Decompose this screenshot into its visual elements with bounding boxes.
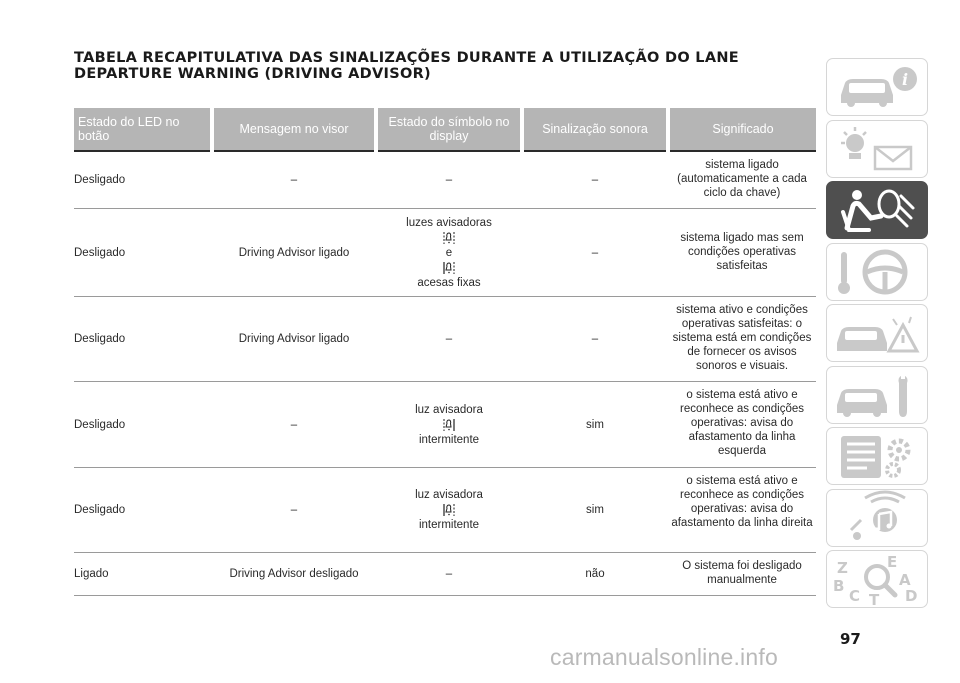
index-letter: B — [833, 577, 845, 595]
cell-meaning: sistema ligado mas sem condições operativas satisfeitas — [668, 209, 816, 297]
lane-departure-right-icon — [443, 503, 455, 517]
tab-safety[interactable] — [826, 181, 928, 239]
table-header-row — [74, 108, 816, 151]
car-crash-icon — [827, 305, 927, 361]
cell-symbol — [376, 297, 522, 382]
cell-message: – — [212, 468, 376, 553]
tab-emergency[interactable] — [826, 304, 928, 362]
cell-meaning: o sistema está ativo e reconhece as condições operativas: avisa do afastamento da linha direita — [668, 468, 816, 553]
warning-lights-icon — [827, 121, 927, 177]
cell-sound: não — [522, 553, 668, 596]
cell-led: Desligado — [74, 297, 212, 382]
table-row — [74, 382, 816, 468]
symbol-text-top: luz avisadora — [415, 403, 483, 416]
index-icon — [827, 551, 927, 607]
svg-text:i: i — [901, 70, 909, 89]
tab-car-info[interactable] — [826, 58, 928, 116]
chapter-sidebar — [826, 58, 928, 612]
airbag-seat-icon — [827, 182, 927, 238]
tab-driving[interactable] — [826, 243, 928, 301]
cell-message: – — [212, 151, 376, 209]
symbol-text-bottom: acesas fixas — [417, 276, 481, 289]
cell-symbol — [376, 209, 522, 297]
table-row — [74, 151, 816, 209]
cell-led: Ligado — [74, 553, 212, 596]
lane-departure-left-icon — [443, 231, 455, 245]
cell-led: Desligado — [74, 382, 212, 468]
symbol-text-bottom: intermitente — [418, 433, 480, 446]
page-number: 97 — [840, 630, 861, 648]
lane-departure-left-icon — [443, 418, 455, 432]
symbol-text-mid: e — [445, 246, 453, 259]
cell-sound: sim — [522, 382, 668, 468]
tab-maintenance[interactable] — [826, 366, 928, 424]
header-led-state: Estado do LED no botão — [74, 108, 212, 151]
tab-technical-data[interactable] — [826, 427, 928, 485]
table-row — [74, 468, 816, 553]
cell-message: – — [212, 382, 376, 468]
car-info-icon — [827, 59, 927, 115]
cell-symbol — [376, 151, 522, 209]
lane-departure-right-icon — [443, 261, 455, 275]
cell-sound: – — [522, 209, 668, 297]
cell-meaning: o sistema está ativo e reconhece as condições operativas: avisa do afastamento da linha esquerda — [668, 382, 816, 468]
symbol-text-top: – — [445, 568, 453, 580]
header-meaning: Significado — [668, 108, 816, 151]
index-letter: A — [899, 571, 911, 589]
cell-sound: sim — [522, 468, 668, 553]
cell-symbol — [376, 382, 522, 468]
steering-wheel-icon — [827, 244, 927, 300]
tab-warning-lights[interactable] — [826, 120, 928, 178]
cell-meaning: sistema ativo e condições operativas satisfeitas: o sistema está em condições de fornecer os avisos sonoros e visuais. — [668, 297, 816, 382]
table-row — [74, 209, 816, 297]
cell-symbol — [376, 468, 522, 553]
index-letter: D — [905, 587, 918, 605]
cell-sound: – — [522, 297, 668, 382]
symbol-text-top: luzes avisadoras — [406, 216, 492, 229]
header-sound-signal: Sinalização sonora — [522, 108, 668, 151]
tab-multimedia[interactable] — [826, 489, 928, 547]
symbol-text-top: – — [445, 333, 453, 345]
header-symbol-state: Estado do símbolo no display — [376, 108, 522, 151]
header-display-message: Mensagem no visor — [212, 108, 376, 151]
index-letter: E — [887, 553, 898, 571]
cell-meaning: O sistema foi desligado manualmente — [668, 553, 816, 596]
car-service-icon — [827, 367, 927, 423]
cell-sound: – — [522, 151, 668, 209]
cell-symbol — [376, 553, 522, 596]
watermark: carmanualsonline.info — [550, 644, 778, 670]
index-letter: T — [869, 591, 880, 607]
table-row — [74, 553, 816, 596]
cell-led: Desligado — [74, 209, 212, 297]
cell-message: Driving Advisor desligado — [212, 553, 376, 596]
symbol-text-top: luz avisadora — [415, 489, 483, 501]
cell-led: Desligado — [74, 151, 212, 209]
table-row — [74, 297, 816, 382]
multimedia-icon — [827, 490, 927, 546]
cell-led: Desligado — [74, 468, 212, 553]
cell-message: Driving Advisor ligado — [212, 209, 376, 297]
index-letter: Z — [837, 559, 848, 577]
cell-meaning: sistema ligado (automaticamente a cada ciclo da chave) — [668, 151, 816, 209]
signals-table — [74, 108, 816, 596]
symbol-text-top: – — [445, 174, 453, 186]
technical-data-icon — [827, 428, 927, 484]
cell-message: Driving Advisor ligado — [212, 297, 376, 382]
tab-index[interactable] — [826, 550, 928, 608]
index-letter: C — [849, 587, 861, 605]
symbol-text-bottom: intermitente — [418, 519, 480, 531]
page-title: TABELA RECAPITULATIVA DAS SINALIZAÇÕES DURANTE A UTILIZAÇÃO DO LANE DEPARTURE WARNING (DRIVING ADVISOR) — [74, 50, 740, 82]
